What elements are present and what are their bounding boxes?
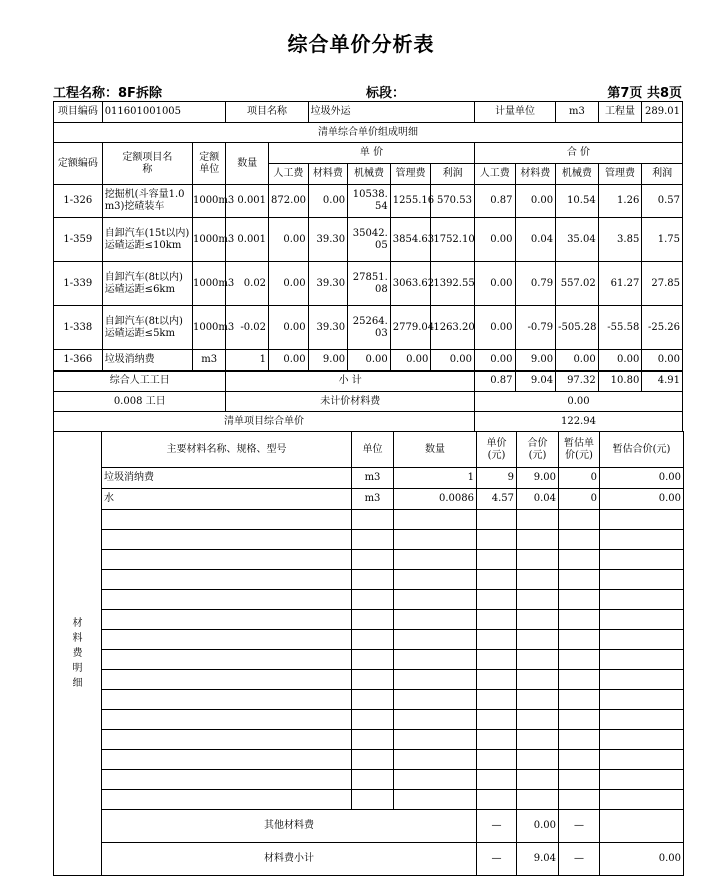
row-u-profit: 1752.10 [431,218,475,262]
row-u-material: 0.00 [308,185,348,218]
mat-name: 水 [102,489,352,510]
row-u-labor: 0.00 [269,306,309,350]
row-code: 1-366 [54,350,103,371]
subtotal-labor: 0.87 [474,371,515,392]
material-detail-table [53,431,684,876]
mat-col-est-total: 暂估合价(元) [600,432,684,468]
col-u-profit: 利润 [431,164,475,185]
col-u-mgmt: 管理费 [390,164,431,185]
empty-row [54,650,684,670]
mat-unit: m3 [352,468,394,489]
unpriced-value: 0.00 [474,392,682,412]
other-material-label: 其他材料费 [102,810,477,843]
composition-title: 清单综合单价组成明细 [54,123,683,143]
labor-day-value: 0.008 工日 [54,392,226,412]
row-t-profit: -25.26 [642,306,683,350]
row-t-labor: 0.00 [474,262,515,306]
row-u-material: 39.30 [308,262,348,306]
row-u-labor: 0.00 [269,218,309,262]
row-t-machine: 10.54 [556,185,599,218]
row-t-machine: 35.04 [556,218,599,262]
code-label: 项目编码 [54,102,103,123]
row-qty: 0.001 [226,218,269,262]
row-t-mgmt: 1.26 [598,185,642,218]
row-name: 垃圾消纳费 [102,350,192,371]
mat-col-est-price: 暂估单价(元) [559,432,600,468]
empty-row [54,570,684,590]
subtotal-dash-1: — [477,843,517,876]
row-u-material: 39.30 [308,218,348,262]
subtotal-label: 小 计 [226,371,475,392]
row-u-machine: 27851.08 [348,262,391,306]
row-name: 挖掘机(斗容量1.0m3)挖碴装车 [102,185,192,218]
empty-row [54,790,684,810]
row-u-machine: 25264.03 [348,306,391,350]
mat-col-name: 主要材料名称、规格、型号 [102,432,352,468]
section-label: 标段： [366,86,406,101]
col-unit-price: 单 价 [269,143,475,164]
empty-row [54,730,684,750]
table-row [54,350,683,371]
empty-row [54,530,684,550]
row-name: 自卸汽车(8t以内)运碴运距≤5km [102,306,192,350]
row-t-labor: 0.00 [474,306,515,350]
mat-price: 9 [477,468,517,489]
material-subtotal-est: 0.00 [600,843,684,876]
labor-day-label: 综合人工工日 [54,371,226,392]
unit-label: 计量单位 [474,102,555,123]
unit-price-value: 122.94 [474,412,682,432]
col-u-labor: 人工费 [269,164,309,185]
col-item: 定额项目名称 [102,143,192,185]
col-qty: 数量 [226,143,269,185]
col-t-mgmt: 管理费 [598,164,642,185]
row-unit: 1000m3 [192,306,225,350]
row-unit: 1000m3 [192,262,225,306]
page-title: 综合单价分析表 [287,32,435,56]
subtotal-dash-2: — [559,843,600,876]
mat-name: 垃圾消纳费 [102,468,352,489]
table-row [54,218,683,262]
mat-total: 9.00 [517,468,559,489]
page-indicator: 第7页 共8页 [607,86,682,101]
row-t-mgmt: 0.00 [598,350,642,371]
row-t-material: 0.04 [515,218,556,262]
row-t-profit: 27.85 [642,262,683,306]
other-material-total: 0.00 [517,810,559,843]
mat-qty: 1 [394,468,477,489]
other-dash-2: — [559,810,600,843]
empty-row [54,750,684,770]
subtotal-profit: 4.91 [642,371,683,392]
row-t-profit: 1.75 [642,218,683,262]
mat-qty: 0.0086 [394,489,477,510]
material-side-label: 材料费明细 [54,432,102,876]
list-item [54,468,684,489]
row-u-labor: 872.00 [269,185,309,218]
table-row [54,262,683,306]
material-subtotal: 9.04 [517,843,559,876]
row-t-machine: 0.00 [556,350,599,371]
mat-est-total: 0.00 [600,468,684,489]
row-t-mgmt: 61.27 [598,262,642,306]
row-u-profit: 0.00 [431,350,475,371]
row-u-labor: 0.00 [269,350,309,371]
row-u-profit: 1263.20 [431,306,475,350]
mat-col-unit: 单位 [352,432,394,468]
row-unit: 1000m3 [192,185,225,218]
row-u-mgmt: 0.00 [390,350,431,371]
row-t-profit: 0.57 [642,185,683,218]
mat-col-total: 合价(元) [517,432,559,468]
row-code: 1-339 [54,262,103,306]
mat-col-qty: 数量 [394,432,477,468]
mat-est-price: 0 [559,489,600,510]
unit-price-label: 清单项目综合单价 [54,412,475,432]
row-unit: m3 [192,350,225,371]
qty-label: 工程量 [598,102,642,123]
subtotal-mgmt: 10.80 [598,371,642,392]
empty-row [54,630,684,650]
project-name [53,82,162,101]
row-qty: 1 [226,350,269,371]
mat-total: 0.04 [517,489,559,510]
empty-row [54,590,684,610]
name-value: 垃圾外运 [308,102,474,123]
col-u-material: 材料费 [308,164,348,185]
name-label: 项目名称 [226,102,308,123]
mat-est-total: 0.00 [600,489,684,510]
qty-value: 289.01 [642,102,683,123]
col-t-labor: 人工费 [474,164,515,185]
row-u-machine: 35042.05 [348,218,391,262]
subtotal-machine: 97.32 [556,371,599,392]
other-dash-1: — [477,810,517,843]
row-t-mgmt: 3.85 [598,218,642,262]
row-u-machine: 10538.54 [348,185,391,218]
row-u-mgmt: 3063.62 [390,262,431,306]
mat-price: 4.57 [477,489,517,510]
list-item [54,489,684,510]
empty-row [54,550,684,570]
col-u-machine: 机械费 [348,164,391,185]
row-t-labor: 0.00 [474,350,515,371]
col-t-machine: 机械费 [556,164,599,185]
row-t-mgmt: -55.58 [598,306,642,350]
row-qty: 0.001 [226,185,269,218]
row-qty: 0.02 [226,262,269,306]
row-u-material: 39.30 [308,306,348,350]
project-name-label: 工程名称： [53,86,119,101]
row-u-mgmt: 3854.63 [390,218,431,262]
row-t-material: 0.00 [515,185,556,218]
mat-est-price: 0 [559,468,600,489]
col-t-material: 材料费 [515,164,556,185]
unpriced-label: 未计价材料费 [226,392,475,412]
row-u-profit: 1392.55 [431,262,475,306]
unit-price-analysis-table [53,101,683,432]
row-t-labor: 0.87 [474,185,515,218]
empty-row [54,770,684,790]
table-row [54,185,683,218]
empty-row [54,610,684,630]
row-code: 1-338 [54,306,103,350]
row-code: 1-326 [54,185,103,218]
empty-row [54,710,684,730]
row-t-machine: 557.02 [556,262,599,306]
unit-value: m3 [556,102,599,123]
row-u-machine: 0.00 [348,350,391,371]
row-unit: 1000m3 [192,218,225,262]
col-total-price: 合 价 [474,143,682,164]
row-t-labor: 0.00 [474,218,515,262]
empty-row [54,510,684,530]
row-u-profit: 570.53 [431,185,475,218]
row-t-machine: -505.28 [556,306,599,350]
code-value: 011601001005 [102,102,226,123]
row-code: 1-359 [54,218,103,262]
material-subtotal-label: 材料费小计 [102,843,477,876]
empty-row [54,670,684,690]
row-qty: -0.02 [226,306,269,350]
table-row [54,306,683,350]
project-name-value: 8F拆除 [118,86,162,101]
row-t-material: 0.79 [515,262,556,306]
row-t-profit: 0.00 [642,350,683,371]
mat-unit: m3 [352,489,394,510]
row-u-labor: 0.00 [269,262,309,306]
subtotal-material: 9.04 [515,371,556,392]
row-u-material: 9.00 [308,350,348,371]
col-code: 定额编码 [54,143,103,185]
row-t-material: 9.00 [515,350,556,371]
row-u-mgmt: 2779.04 [390,306,431,350]
mat-col-price: 单价(元) [477,432,517,468]
row-name: 自卸汽车(8t以内)运碴运距≤6km [102,262,192,306]
col-unit: 定额单位 [192,143,225,185]
empty-row [54,690,684,710]
col-t-profit: 利润 [642,164,683,185]
row-u-mgmt: 1255.16 [390,185,431,218]
row-name: 自卸汽车(15t以内)运碴运距≤10km [102,218,192,262]
row-t-material: -0.79 [515,306,556,350]
